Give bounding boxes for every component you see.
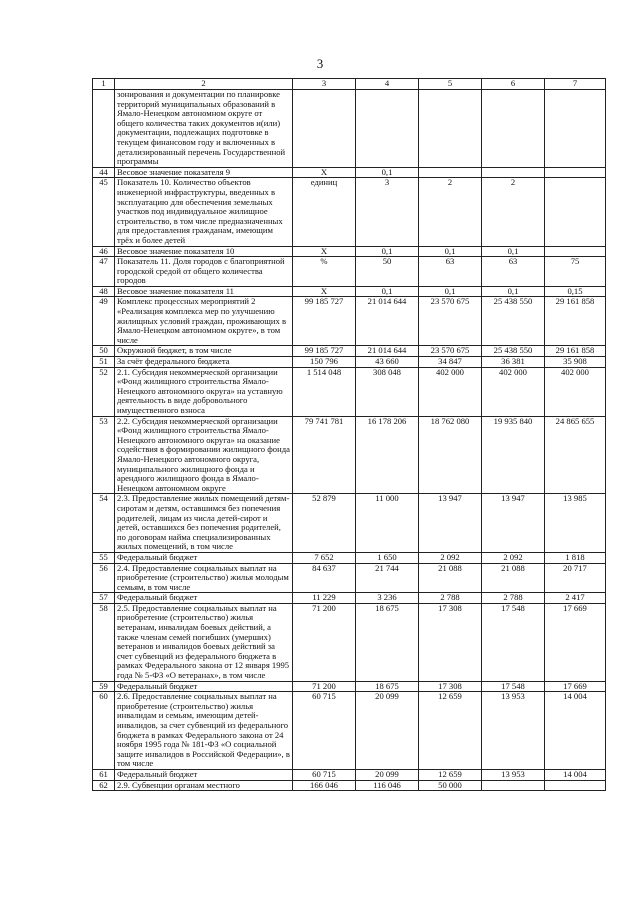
row-description: Федеральный бюджет bbox=[115, 681, 293, 692]
row-number: 60 bbox=[93, 692, 115, 770]
table-row bbox=[93, 346, 606, 357]
row-description: 2.3. Предоставление жилых помещений детям-сиротам и детям, оставшимся без попечения родителей, лицам из числа детей-сирот и детей, оставшихся без попечения родителей, по договорам найма специализированных жилых помещений, в том числе bbox=[115, 494, 293, 553]
table-row bbox=[93, 769, 606, 780]
table-row bbox=[93, 494, 606, 553]
row-value-col3: 7 652 bbox=[293, 552, 356, 563]
row-description: 2.1. Субсидия некоммерческой организации «Фонд жилищного строительства Ямало-Ненецкого автономного округа» на уставную деятельность в виде добровольного имущественного взноса bbox=[115, 367, 293, 416]
row-value-col6: 13 953 bbox=[482, 769, 545, 780]
row-number: 52 bbox=[93, 367, 115, 416]
row-value-col5 bbox=[419, 167, 482, 178]
row-value-col3: 99 185 727 bbox=[293, 297, 356, 346]
row-description: Федеральный бюджет bbox=[115, 593, 293, 604]
row-description: зонирования и документации по планировке территорий муниципальных образований в Ямало-Ненецком автономном округе от общего количества таких документов и(или) документации, подлежащих подготовке в текущем финансовом году и включенных в детализированный перечень Государственной программы bbox=[115, 90, 293, 168]
row-value-col5: 2 092 bbox=[419, 552, 482, 563]
row-description: Показатель 11. Доля городов с благоприятной городской средой от общего количества городов bbox=[115, 257, 293, 287]
row-value-col4: 1 650 bbox=[356, 552, 419, 563]
row-value-col5: 34 847 bbox=[419, 357, 482, 368]
row-value-col5: 18 762 080 bbox=[419, 416, 482, 494]
table-row bbox=[93, 357, 606, 368]
row-number: 54 bbox=[93, 494, 115, 553]
row-value-col6: 19 935 840 bbox=[482, 416, 545, 494]
row-number: 62 bbox=[93, 780, 115, 791]
row-value-col6 bbox=[482, 167, 545, 178]
row-description: Комплекс процессных мероприятий 2 «Реализация комплекса мер по улучшению жилищных условий граждан, проживающих в Ямало-Ненецком автономном округе», в том числе bbox=[115, 297, 293, 346]
row-value-col6: 63 bbox=[482, 257, 545, 287]
row-value-col7: 24 865 655 bbox=[545, 416, 606, 494]
table-row bbox=[93, 552, 606, 563]
row-value-col6 bbox=[482, 780, 545, 791]
row-value-col7: 13 985 bbox=[545, 494, 606, 553]
row-value-col3: 79 741 781 bbox=[293, 416, 356, 494]
row-value-col3: 166 046 bbox=[293, 780, 356, 791]
row-value-col7: 35 908 bbox=[545, 357, 606, 368]
row-description: Федеральный бюджет bbox=[115, 552, 293, 563]
row-value-col5: 13 947 bbox=[419, 494, 482, 553]
column-number: 4 bbox=[356, 79, 419, 90]
table-row bbox=[93, 90, 606, 168]
row-value-col6: 36 381 bbox=[482, 357, 545, 368]
row-value-col7 bbox=[545, 780, 606, 791]
row-value-col3: 60 715 bbox=[293, 769, 356, 780]
table-row bbox=[93, 257, 606, 287]
column-number: 1 bbox=[93, 79, 115, 90]
row-value-col4: 3 bbox=[356, 178, 419, 246]
row-value-col5: 0,1 bbox=[419, 246, 482, 257]
page-number: 3 bbox=[316, 56, 324, 71]
row-value-col5: 402 000 bbox=[419, 367, 482, 416]
row-value-col7: 402 000 bbox=[545, 367, 606, 416]
row-value-col6: 25 438 550 bbox=[482, 346, 545, 357]
row-description: Весовое значение показателя 9 bbox=[115, 167, 293, 178]
table-body bbox=[93, 79, 606, 791]
row-value-col3 bbox=[293, 90, 356, 168]
row-value-col3: 84 637 bbox=[293, 563, 356, 593]
column-number: 5 bbox=[419, 79, 482, 90]
row-value-col5: 23 570 675 bbox=[419, 297, 482, 346]
table-row bbox=[93, 603, 606, 681]
row-value-col3: 71 200 bbox=[293, 681, 356, 692]
table-row bbox=[93, 167, 606, 178]
row-value-col7: 75 bbox=[545, 257, 606, 287]
row-value-col6 bbox=[482, 90, 545, 168]
row-value-col3: % bbox=[293, 257, 356, 287]
row-value-col4: 0,1 bbox=[356, 286, 419, 297]
row-description: 2.9. Субвенции органам местного bbox=[115, 780, 293, 791]
row-number: 58 bbox=[93, 603, 115, 681]
table-row bbox=[93, 692, 606, 770]
row-description: За счёт федерального бюджета bbox=[115, 357, 293, 368]
row-value-col4: 0,1 bbox=[356, 246, 419, 257]
row-value-col4: 43 660 bbox=[356, 357, 419, 368]
row-value-col3: 99 185 727 bbox=[293, 346, 356, 357]
row-number: 46 bbox=[93, 246, 115, 257]
row-value-col3: 52 879 bbox=[293, 494, 356, 553]
row-value-col7: 14 004 bbox=[545, 769, 606, 780]
row-value-col3: 11 229 bbox=[293, 593, 356, 604]
row-value-col4: 21 014 644 bbox=[356, 346, 419, 357]
column-number: 3 bbox=[293, 79, 356, 90]
row-number: 53 bbox=[93, 416, 115, 494]
row-value-col3: 150 796 bbox=[293, 357, 356, 368]
row-value-col4: 16 178 206 bbox=[356, 416, 419, 494]
row-value-col5: 50 000 bbox=[419, 780, 482, 791]
column-number: 6 bbox=[482, 79, 545, 90]
row-number: 45 bbox=[93, 178, 115, 246]
row-value-col7 bbox=[545, 167, 606, 178]
row-number: 50 bbox=[93, 346, 115, 357]
row-number: 51 bbox=[93, 357, 115, 368]
row-value-col7: 17 669 bbox=[545, 603, 606, 681]
row-description: Окружной бюджет, в том числе bbox=[115, 346, 293, 357]
row-value-col7: 2 417 bbox=[545, 593, 606, 604]
row-value-col3: 71 200 bbox=[293, 603, 356, 681]
row-value-col6: 13 953 bbox=[482, 692, 545, 770]
table-row bbox=[93, 416, 606, 494]
row-value-col5: 0,1 bbox=[419, 286, 482, 297]
row-value-col5: 2 bbox=[419, 178, 482, 246]
row-value-col4: 18 675 bbox=[356, 681, 419, 692]
table-row bbox=[93, 178, 606, 246]
row-value-col7 bbox=[545, 246, 606, 257]
table-row bbox=[93, 367, 606, 416]
row-value-col4: 308 048 bbox=[356, 367, 419, 416]
row-value-col4: 18 675 bbox=[356, 603, 419, 681]
row-value-col6: 2 092 bbox=[482, 552, 545, 563]
row-value-col6: 21 088 bbox=[482, 563, 545, 593]
row-value-col7: 17 669 bbox=[545, 681, 606, 692]
row-description: Показатель 10. Количество объектов инженерной инфраструктуры, введенных в эксплуатацию для обеспечения земельных участков под индивидуальное жилищное строительство, в том числе предназначенных для предоставления гражданам, имеющим трёх и более детей bbox=[115, 178, 293, 246]
row-value-col4: 20 099 bbox=[356, 769, 419, 780]
row-value-col4: 11 000 bbox=[356, 494, 419, 553]
row-description: 2.6. Предоставление социальных выплат на приобретение (строительство) жилья инвалидам и семьям, имеющим детей-инвалидов, за счет субвенций из федерального бюджета в рамках Федерального закона от 24 ноября 1995 года № 181-ФЗ «О социальной защите инвалидов в Российской Федерации», в том числе bbox=[115, 692, 293, 770]
row-number: 44 bbox=[93, 167, 115, 178]
budget-table bbox=[92, 78, 606, 791]
row-value-col5: 23 570 675 bbox=[419, 346, 482, 357]
row-value-col3: единиц bbox=[293, 178, 356, 246]
row-number: 59 bbox=[93, 681, 115, 692]
row-value-col3: Х bbox=[293, 167, 356, 178]
row-value-col6: 25 438 550 bbox=[482, 297, 545, 346]
table-row bbox=[93, 681, 606, 692]
table-row bbox=[93, 593, 606, 604]
row-description: 2.5. Предоставление социальных выплат на приобретение (строительство) жилья ветеранам, инвалидам боевых действий, а также членам семей погибших (умерших) ветеранов и инвалидов боевых действий за счет субвенций из федерального бюджета в рамках Федерального закона от 12 января 1995 года № 5-ФЗ «О ветеранах», в том числе bbox=[115, 603, 293, 681]
row-value-col4: 50 bbox=[356, 257, 419, 287]
column-number-row bbox=[93, 79, 606, 90]
row-value-col3: 1 514 048 bbox=[293, 367, 356, 416]
row-value-col5 bbox=[419, 90, 482, 168]
row-value-col6: 17 548 bbox=[482, 681, 545, 692]
row-value-col6: 13 947 bbox=[482, 494, 545, 553]
row-value-col5: 17 308 bbox=[419, 681, 482, 692]
row-value-col4: 21 014 644 bbox=[356, 297, 419, 346]
row-value-col4: 3 236 bbox=[356, 593, 419, 604]
row-value-col5: 12 659 bbox=[419, 692, 482, 770]
table-row bbox=[93, 780, 606, 791]
row-value-col4: 20 099 bbox=[356, 692, 419, 770]
row-description: Весовое значение показателя 10 bbox=[115, 246, 293, 257]
row-number: 56 bbox=[93, 563, 115, 593]
row-value-col3: 60 715 bbox=[293, 692, 356, 770]
row-value-col4 bbox=[356, 90, 419, 168]
table-row bbox=[93, 246, 606, 257]
row-value-col5: 63 bbox=[419, 257, 482, 287]
table-row bbox=[93, 563, 606, 593]
row-value-col7: 29 161 858 bbox=[545, 297, 606, 346]
row-number: 48 bbox=[93, 286, 115, 297]
row-value-col6: 402 000 bbox=[482, 367, 545, 416]
column-number: 7 bbox=[545, 79, 606, 90]
row-value-col6: 2 788 bbox=[482, 593, 545, 604]
row-number: 57 bbox=[93, 593, 115, 604]
row-value-col3: Х bbox=[293, 286, 356, 297]
row-value-col7: 14 004 bbox=[545, 692, 606, 770]
row-description: Весовое значение показателя 11 bbox=[115, 286, 293, 297]
row-description: Федеральный бюджет bbox=[115, 769, 293, 780]
row-value-col7 bbox=[545, 178, 606, 246]
row-value-col7: 0,15 bbox=[545, 286, 606, 297]
row-value-col4: 0,1 bbox=[356, 167, 419, 178]
row-value-col4: 21 744 bbox=[356, 563, 419, 593]
row-value-col6: 2 bbox=[482, 178, 545, 246]
row-number: 47 bbox=[93, 257, 115, 287]
row-value-col3: Х bbox=[293, 246, 356, 257]
table-row bbox=[93, 297, 606, 346]
row-value-col5: 12 659 bbox=[419, 769, 482, 780]
row-number: 61 bbox=[93, 769, 115, 780]
row-value-col5: 2 788 bbox=[419, 593, 482, 604]
row-value-col5: 17 308 bbox=[419, 603, 482, 681]
row-number: 49 bbox=[93, 297, 115, 346]
row-description: 2.2. Субсидия некоммерческой организации «Фонд жилищного строительства Ямало-Ненецкого автономного округа» на оказание содействия в формировании жилищного фонда Ямало-Ненецкого автономного округа, муниципального жилищного фонда и арендного жилищного фонда в Ямало-Ненецком автономном округе bbox=[115, 416, 293, 494]
row-description: 2.4. Предоставление социальных выплат на приобретение (строительство) жилья молодым семьям, в том числе bbox=[115, 563, 293, 593]
column-number: 2 bbox=[115, 79, 293, 90]
row-value-col6: 0,1 bbox=[482, 246, 545, 257]
row-value-col4: 116 046 bbox=[356, 780, 419, 791]
row-value-col7 bbox=[545, 90, 606, 168]
row-value-col7: 29 161 858 bbox=[545, 346, 606, 357]
row-value-col6: 17 548 bbox=[482, 603, 545, 681]
row-number bbox=[93, 90, 115, 168]
row-number: 55 bbox=[93, 552, 115, 563]
row-value-col5: 21 088 bbox=[419, 563, 482, 593]
row-value-col7: 20 717 bbox=[545, 563, 606, 593]
table-row bbox=[93, 286, 606, 297]
row-value-col7: 1 818 bbox=[545, 552, 606, 563]
row-value-col6: 0,1 bbox=[482, 286, 545, 297]
